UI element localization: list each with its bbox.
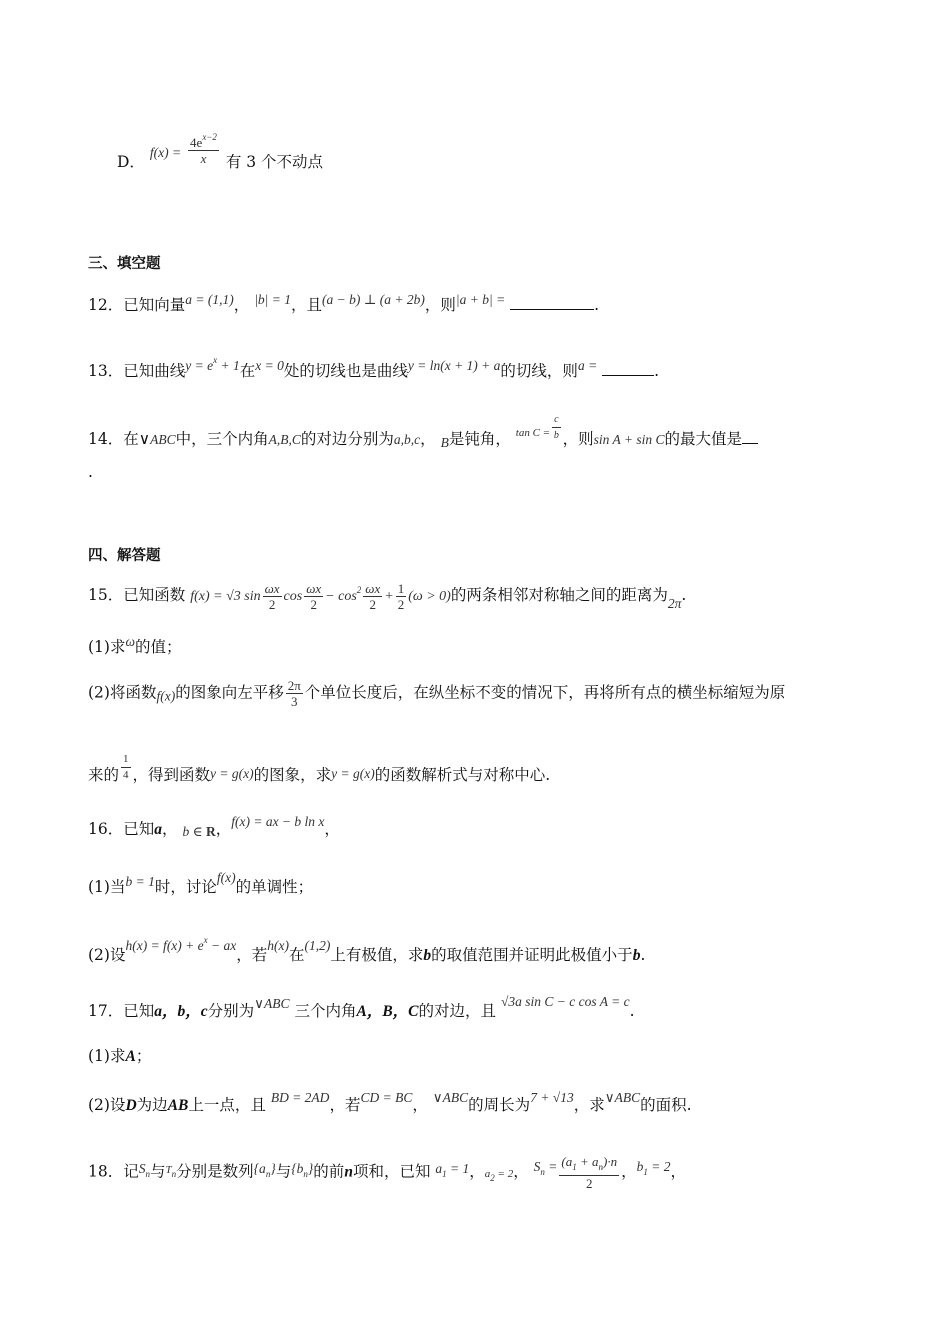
q15-part1: (1)求ω的值； [88, 634, 182, 656]
formula: f(x) = [149, 145, 182, 160]
q15-part2-cont: 来的 $\frac{1}{4}$ ，得到函数y = g(x)的图象，求y = g(x)的函数解析式与对称中心. [88, 753, 551, 784]
question-12: 12．已知向量a = (1,1)， |b| = 1，且(a − b) ⊥ (a + 2b)，则|a + b| = . [88, 292, 600, 314]
q16-part2: (2)设$h(x) = f(x) + e^x$ − ax，若h(x)在(1,2)上有极值，求b的取值范围并证明此极值小于b. [88, 935, 646, 964]
question-15: 15．已知函数 f(x) = √3 sin $\frac{\omega x}{2}$ cos $\frac{\omega x}{2}$ − $\cos^2$ $\frac{\omega x}{2}$ + $\frac{1}{2}$ (ω > 0)的两条相邻对称轴之间的距离为2π. [88, 580, 687, 612]
section-title: 四、解答题 [88, 548, 161, 564]
question-17: 17．已知a，b，c分别为∨ABC 三个内角A，B，C的对边，且 √3a sin C − c cos A = c. [88, 994, 635, 1020]
question-13: 13．已知曲线$y = e^x + 1$在x = 0处的切线也是曲线y = ln(x + 1) + a的切线，则a = . [88, 355, 660, 380]
q17-part1: (1)求A； [88, 1047, 152, 1065]
q17-part2: (2)设D为边AB上一点，且 BD = 2AD，若CD = BC， ∨ABC的周长为7 + √13，求∨ABC的面积. [88, 1090, 692, 1114]
answer-blank[interactable] [602, 361, 654, 376]
fraction: $\frac{4e^{x-2}}{x}$ [190, 132, 217, 166]
q16-part1: (1)当b = 1时，讨论f(x)的单调性； [88, 870, 314, 896]
question-18: 18．记$S_n$与$^{T_n}$分别是数列$\{a_n\}$与$\{b_n\}$的前n项和，已知 $a_1 = 1$，$a_2 = 2$， $S_n$ = $\frac{(a_1 + a_n)\cdot n}{2}$ ，$b_1 = 2$， [88, 1154, 687, 1191]
answer-blank[interactable] [742, 429, 758, 444]
question-14: 14．在∨ABC中，三个内角A,B,C的对边分别为a,b,c， B是钝角， $^{tan C =}$ $\frac{c}{b}$ ，则sin A + sin C的最大值是 [88, 412, 758, 453]
answer-blank[interactable] [510, 295, 594, 310]
question-16: 16．已知a， b ∈ R，f(x) = ax − b ln x， [88, 814, 340, 839]
section-title: 三、填空题 [88, 256, 161, 272]
q15-part2: (2)将函数f(x)的图象向左平移 $\frac{2\pi}{3}$ 个单位长度后，在纵坐标不变的情况下，再将所有点的横坐标缩短为原 [88, 678, 786, 709]
q14-end: . [88, 463, 93, 481]
option-d: D． f(x) = $\frac{4e^{x-2}}{x}$ 有 3 个不动点 [117, 132, 324, 171]
